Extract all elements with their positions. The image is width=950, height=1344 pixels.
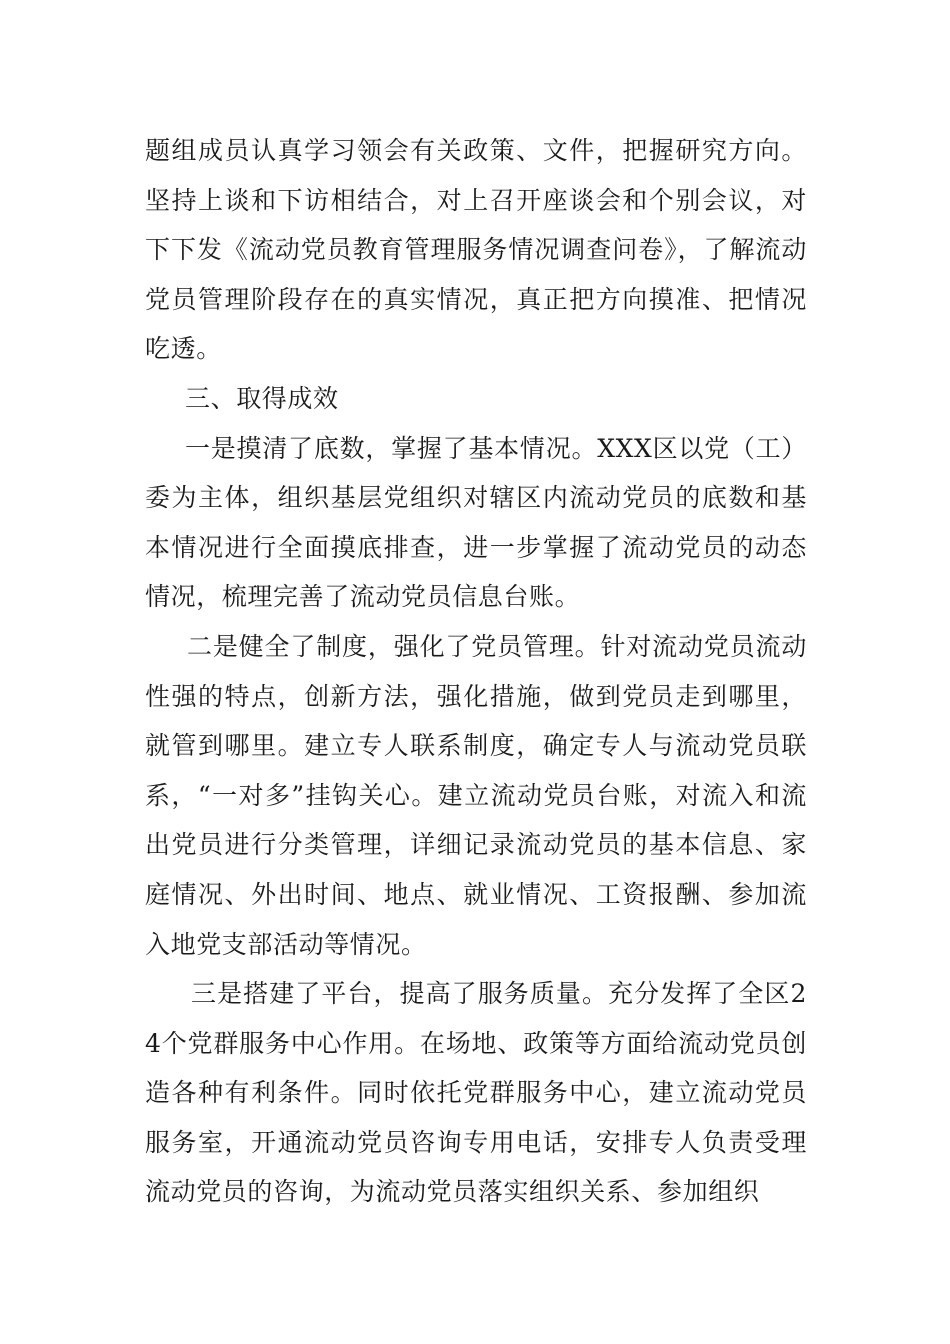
paragraph-result-1: 一是摸清了底数，掌握了基本情况。XXX区以党（工）委为主体，组织基层党组织对辖区内流动党员的底数和基本情况进行全面摸底排查，进一步掌握了流动党员的动态情况，梳理完善了流动党员信息台账。 bbox=[145, 433, 807, 612]
document-body bbox=[145, 126, 807, 1217]
section-heading: 三、取得成效 bbox=[185, 383, 339, 413]
paragraph-result-2: 二是健全了制度，强化了党员管理。针对流动党员流动性强的特点，创新方法，强化措施，做到党员走到哪里，就管到哪里。建立专人联系制度，确定专人与流动党员联系，“一对多”挂钩关心。建立流动党员台账，对流入和流出党员进行分类管理，详细记录流动党员的基本信息、家庭情况、外出时间、地点、就业情况、工资报酬、参加流入地党支部活动等情况。 bbox=[145, 631, 807, 959]
paragraph-result-3: 三是搭建了平台，提高了服务质量。充分发挥了全区24个党群服务中心作用。在场地、政策等方面给流动党员创造各种有利条件。同时依托党群服务中心，建立流动党员服务室，开通流动党员咨询专用电话，安排专人负责受理流动党员的咨询，为流动党员落实组织关系、参加组织 bbox=[145, 979, 807, 1207]
paragraph-continuation: 题组成员认真学习领会有关政策、文件，把握研究方向。坚持上谈和下访相结合，对上召开座谈会和个别会议，对下下发《流动党员教育管理服务情况调查问卷》，了解流动党员管理阶段存在的真实情况，真正把方向摸准、把情况吃透。 bbox=[145, 136, 807, 364]
